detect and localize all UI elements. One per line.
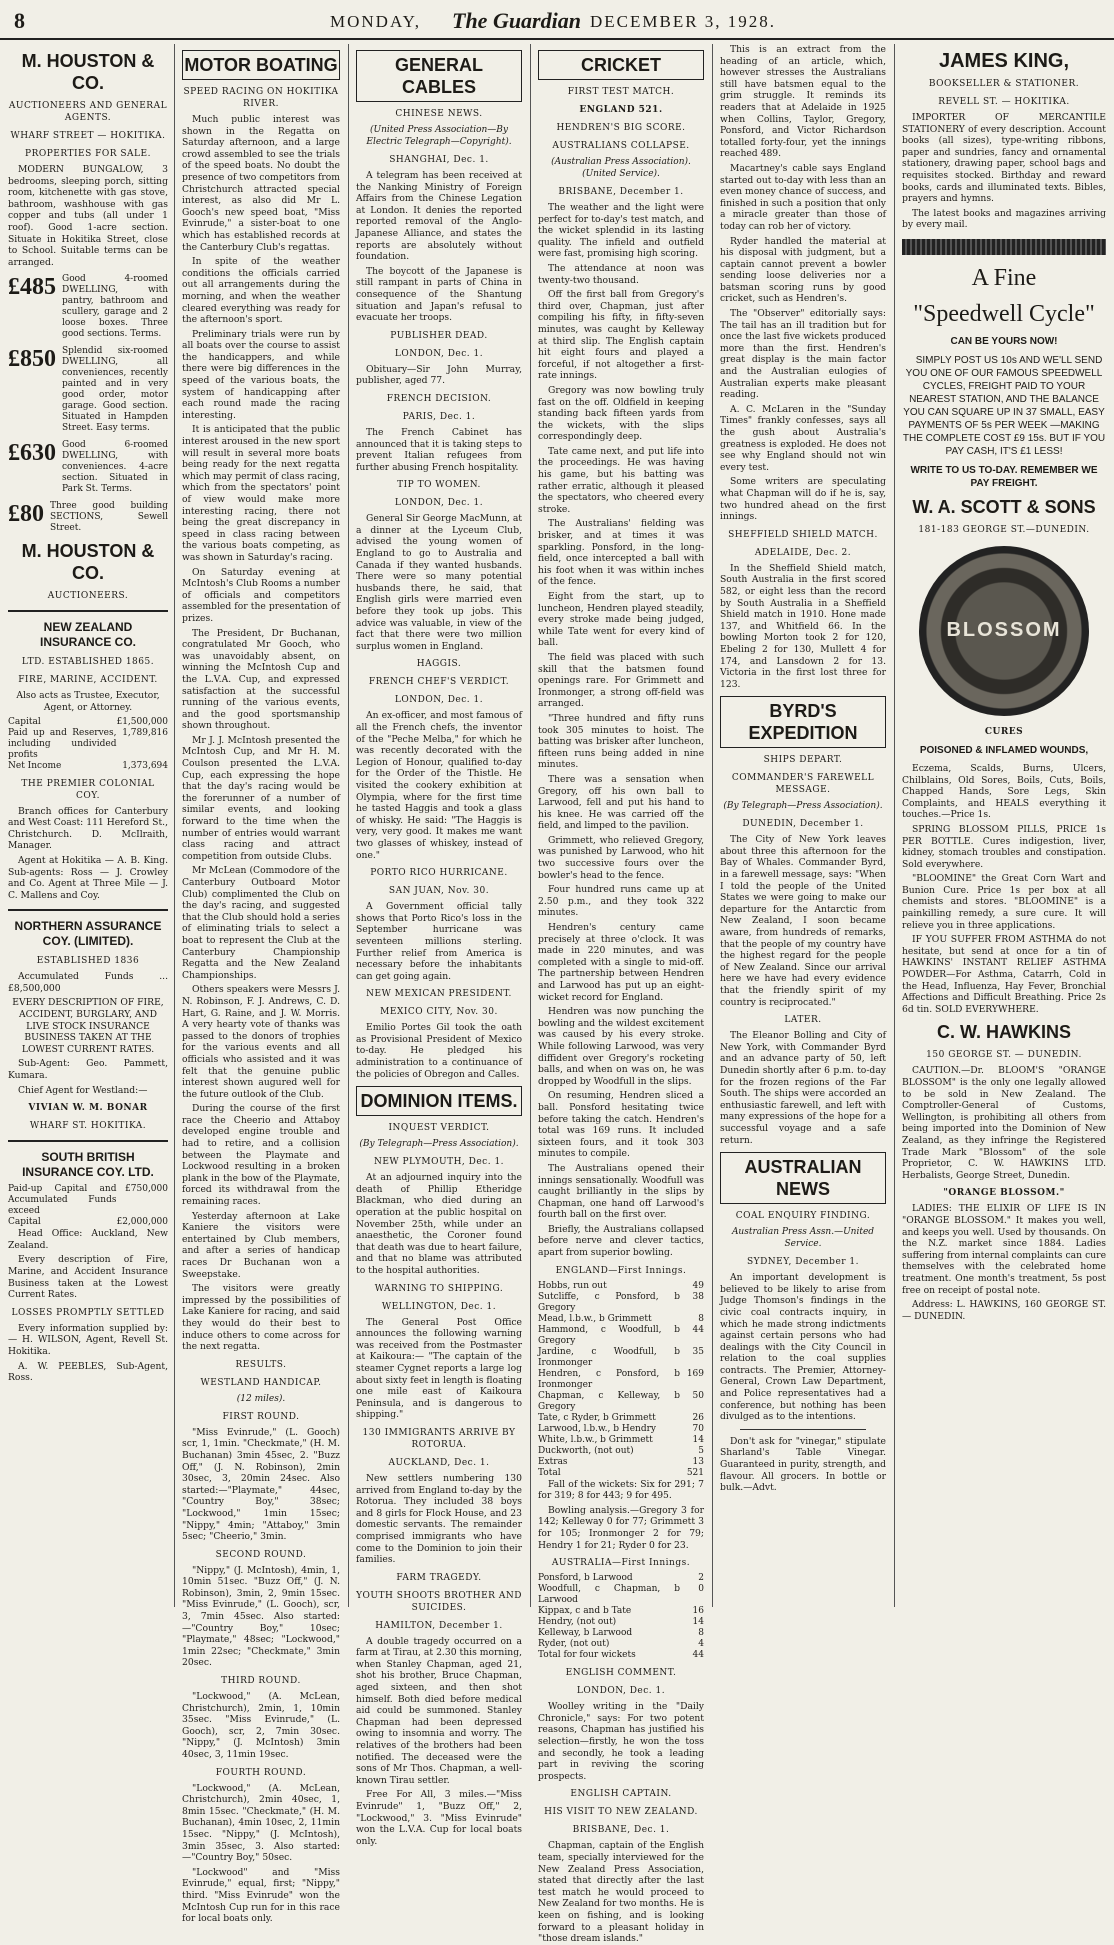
table-row: Mead, l.b.w., b Grimmett 8	[538, 1313, 704, 1324]
speedwell-heading: "Speedwell Cycle"	[913, 300, 1095, 327]
england-scorecard	[538, 1281, 704, 1479]
premier-colonial: THE PREMIER COLONIAL COY.	[21, 778, 155, 801]
round-close: "Lockwood" and "Miss Evinrude," equal, first; "Nippy," third. "Miss Evinrude" won the McIntosh Cup run for in this race for local boats only.	[182, 1866, 340, 1925]
article-paragraph: The "Observer" editorially says: The tail has an ill tradition but for once the last five wickets produced more than the first. Hendren's great display is the main factor and the Australian eulogies of Australian experts make pleasant reading.	[720, 308, 886, 401]
hawkins-address: 150 GEORGE ST. — DUNEDIN.	[926, 1050, 1082, 1061]
table-row: Capital £2,000,000	[8, 1217, 168, 1228]
dateline: ADELAIDE, Dec. 2.	[754, 547, 852, 558]
james-king-heading: JAMES KING,	[938, 50, 1070, 72]
article-paragraph: Ryder handled the material at his disposal with judgment, but a captain cannot prevent a bowler sending loose deliveries nor a batsman scoring runs by good cricket, such as Hendren's.	[720, 235, 886, 305]
article-paragraph: Preliminary trials were run by all boats over the course to assist the handicappers, and while there were big differences in the speed of the various boats, the system of handicapping after each round made the racing interesting.	[182, 328, 340, 421]
dateline: SHANGHAI, Dec. 1.	[389, 155, 489, 165]
table-row: Larwood, l.b.w., b Hendry 70	[538, 1423, 704, 1434]
credit-line: Australian Press Assn.—United Service.	[731, 1227, 875, 1250]
section-subheading: YOUTH SHOOTS BROTHER AND SUICIDES.	[356, 1590, 522, 1613]
properties-heading: PROPERTIES FOR SALE.	[25, 149, 151, 159]
dateline: LONDON, Dec. 1.	[394, 498, 484, 509]
property-ad	[8, 346, 168, 434]
dateline: NEW PLYMOUTH, Dec. 1.	[373, 1157, 505, 1168]
nz-insurance-text: Also acts as Trustee, Executor, Agent, or Attorney.	[16, 690, 160, 713]
hawkins-address-2: Address: L. HAWKINS, 160 GEORGE ST. — DUNEDIN.	[902, 1299, 1106, 1322]
article-paragraph: Gregory was now bowling truly fast on the off. Oldfield in keeping standing back fifteen yards from the wickets, with the slips correspondingly deep.	[538, 384, 704, 443]
masthead-date: DECEMBER 3, 1928.	[590, 12, 777, 31]
article-paragraph: A telegram has been received at the Nanking Ministry of Foreign Affairs from the Chinese Legation at London. It denies the reported reported removal of the Anglo-Japanese Alliance, and states the reports are absolutely without foundation.	[356, 170, 522, 263]
round-heading: FIRST ROUND.	[222, 1411, 300, 1422]
dateline: WELLINGTON, Dec. 1.	[381, 1301, 497, 1312]
section-subheading: FRENCH CHEF'S VERDICT.	[368, 677, 510, 688]
divider	[8, 610, 168, 612]
article-paragraph: Grimmett, who relieved Gregory, was punished by Larwood, who hit two successive fours over the bowler's head to the fence.	[538, 834, 704, 881]
scott-address: 181-183 GEORGE ST.—DUNEDIN.	[918, 524, 1090, 535]
divider	[8, 1140, 168, 1142]
houston-sub: AUCTIONEERS AND GENERAL AGENTS.	[8, 101, 168, 123]
south-british-heading: SOUTH BRITISH INSURANCE COY. LTD.	[22, 1150, 154, 1180]
dateline: LONDON, Dec. 1.	[394, 695, 484, 706]
section-heading: CHINESE NEWS.	[395, 109, 483, 119]
section-heading: PORTO RICO HURRICANE.	[370, 868, 508, 879]
table-row: Net Income 1,373,694	[8, 760, 168, 771]
article-paragraph: The visitors were greatly impressed by the possibilities of Lake Kaniere for racing, and said they would do their best to induce others to come across for the next regatta.	[182, 1283, 340, 1353]
section-heading: SHEFFIELD SHIELD MATCH.	[728, 529, 878, 540]
south-british-text: Every description of Fire, Marine, and Accident Insurance Business taken at the Lowest Current Rates.	[8, 1254, 168, 1301]
table-row: Total for four wickets 44	[538, 1650, 704, 1661]
northern-funds: Accumulated Funds ... £8,500,000	[8, 971, 168, 994]
table-row: Jardine, c Woodfull, b Ironmonger 35	[538, 1346, 704, 1368]
bloomine-text: "BLOOMINE" the Great Corn Wart and Bunion Cure. Price 1s per box at all chemists and stores. "BLOOMINE" is a painkilling remedy, a sure cure. It will relieve you in three applications.	[902, 873, 1106, 931]
houston-heading: M. HOUSTON & CO.	[21, 51, 155, 93]
cures-heading: CURES	[984, 726, 1024, 737]
dateline: HAMILTON, December 1.	[375, 1620, 503, 1631]
article-paragraph: On Saturday evening at McIntosh's Club Rooms a number of officials and competitors assembled for the presentation of prizes.	[182, 566, 340, 624]
section-heading: WARNING TO SHIPPING.	[374, 1283, 504, 1294]
article-paragraph: Hendren's century came precisely at three o'clock. It was made in 220 minutes, and was completed with a single to mid-off. The partnership between Hendren and Larwood has put up an eight-wicket record for England.	[538, 922, 704, 1003]
james-king-text: IMPORTER OF MERCANTILE STATIONERY of every description. Account books (all sizes), type-writing ribbons, paper and sundries, fancy and ornamental stationery, drawing paper, school bags and requisites stocked. Birthday and reward books, cards and illuminated texts. Bibles, prayers and hymns.	[902, 112, 1106, 205]
divider	[740, 1429, 866, 1430]
speedwell-tagline: CAN BE YOURS NOW!	[950, 335, 1058, 347]
article-paragraph: Briefly, the Australians collapsed before nerve and clever tactics, apart from superior bowling.	[538, 1223, 704, 1259]
article-paragraph: At an adjourned inquiry into the death of Phillip Etheridge Blackman, who died during an operation at the public hospital on November 25th, while under an anaesthetic, the Coroner found that death was due to heart failure, and that no blame was attributed to the hospital authorities.	[356, 1172, 522, 1276]
dateline: PARIS, Dec. 1.	[402, 411, 476, 422]
column-rule	[348, 44, 349, 1607]
race-sub: (12 miles).	[236, 1393, 286, 1404]
round-heading: FOURTH ROUND.	[215, 1767, 307, 1778]
byrd-expedition-heading: BYRD'S EXPEDITION	[720, 696, 886, 748]
bonar-name: VIVIAN W. M. BONAR	[28, 1103, 148, 1114]
article-paragraph: The City of New York leaves about three this afternoon for the Bay of Whales. Commander Byrd, in a farewell message, says: "When I told the people of the United States we were going to make our departure for the Antarctic from New Zealand, I soon became aware, from hundreds of remarks, that the people of my country have the highest regard for the people of New Zealand. Since our arrival here we have had every evidence that the friendly spirit of my country is reciprocated."	[720, 834, 886, 1008]
nz-insurance-agents: Agent at Hokitika — A. B. King. Sub-agents: Ross — J. Crowley and Co. Agent at Three Mile — J. C. Mallens and Coy.	[8, 854, 168, 901]
article-paragraph: The Eleanor Bolling and City of New York, with Commander Byrd and an advance party of 50, left Dunedin shortly after 6 p.m. to-day for the frozen regions of the Far South. The ships were accorded an enthusiastic farewell, and left with many expressions of the hope for a successful voyage and a safe return.	[720, 1030, 886, 1146]
section-heading: SHIPS DEPART.	[763, 755, 843, 766]
table-row: Extras 13	[538, 1456, 704, 1467]
article-paragraph: Woolley writing in the "Daily Chronicle," says: For two potent reasons, Chapman has justified his selection—firstly, he won the toss and secondly, he took a leading part in reviving the scoring prospects.	[538, 1701, 704, 1782]
table-row: Hammond, c Woodfull, b Gregory 44	[538, 1324, 704, 1346]
round-result: "Lockwood," (A. McLean, Christchurch), 2min 40sec, 1, 8min 15sec. "Checkmate," (H. M. Buchanan), 4min 10sec, 2, 11min 15sec. "Nippy," (J. McIntosh), 3min 35sec, 3. Also started:—"Country Boy," 50sec.	[182, 1782, 340, 1864]
dateline: LONDON, Dec. 1.	[394, 348, 484, 359]
page-number: 8	[14, 8, 25, 33]
column-1-ads	[8, 44, 168, 1609]
column-rule	[530, 44, 531, 1607]
scorecard-heading: ENGLAND—First Innings.	[555, 1265, 687, 1276]
article-paragraph: The Australians opened their innings sensationally. Woodfull was caught brilliantly in the slips by Chapman, one hand off Larwood's fourth ball on the first over.	[538, 1162, 704, 1221]
motor-boating-heading: MOTOR BOATING	[182, 50, 340, 80]
article-paragraph: Off the first ball from Gregory's third over, Chapman, just after compiling his fifty, in fifty-seven minutes, was caught by Kelleway at third slip. The English captain hit eight fours and played a forceful, if not altogether a first-rate innings.	[538, 289, 704, 382]
article-paragraph: An ex-officer, and most famous of all the French chefs, the inventor of the "Peche Melba," for which he was recently decorated with the Legion of Honour, qualified to-day for the Order of the Thistle. He visited the cookery exhibition at Olympia, where for the first time he tasted Haggis and took a glass of whisky. He said: "The Haggis is very, very good. It makes me want two glasses of whiskey, instead of one."	[356, 710, 522, 861]
round-heading: THIRD ROUND.	[221, 1676, 301, 1687]
table-row: Paid-up Capital and Accumulated Funds exceed £750,000	[8, 1184, 168, 1217]
article-paragraph: During the course of the first race the Cheerio and Attaboy developed engine trouble and had to retire, and a collision between the Playmate and Lockwood resulting in a broken plank in the bow of the Playmate, forced its withdrawal from the remaining races.	[182, 1103, 340, 1208]
section-heading: 130 IMMIGRANTS ARRIVE BY ROTORUA.	[362, 1427, 516, 1450]
section-heading: ENGLISH CAPTAIN.	[570, 1789, 672, 1800]
article-paragraph: The field was placed with such skill that the batsmen found openings rare. For Grimmett and Ironmonger, a strong off-field was arranged.	[538, 651, 704, 710]
vinegar-advert: Don't ask for "vinegar," stipulate Sharland's Table Vinegar. Guaranteed in purity, strength, and flavour. All grocers. In bottle or bulk.—Advt.	[720, 1435, 886, 1494]
australia-scorecard	[538, 1573, 704, 1661]
james-king-latest: The latest books and magazines arriving by every mail.	[902, 207, 1106, 231]
caution-text: CAUTION.—Dr. BLOOM'S "ORANGE BLOSSOM" is the only one legally allowed to be sold in New Zealand. The Comptroller-General of Customs, Wellington, is prohibiting all others from being imported into the Dominion of New Zealand, as they infringe the Registered Trade Mark "Blossom" of the sole Proprietor, C. W. HAWKINS LTD. Herbalists, George Street, Dunedin.	[902, 1065, 1106, 1181]
houston-street: WHARF STREET — HOKITIKA.	[10, 131, 166, 141]
cricket-heading: CRICKET	[538, 50, 704, 80]
article-paragraph: Macartney's cable says England started out to-day with less than an even money chance of success, and finished in such a position that only a miracle greater than those of today can rob her of victory.	[720, 162, 886, 232]
article-paragraph: The weather and the light were perfect for to-day's test match, and the wicket splendid in its lasting quality. The infield and outfield were fast, promising high scoring.	[538, 202, 704, 260]
northern-text: EVERY DESCRIPTION OF FIRE, ACCIDENT, BURGLARY, AND LIVE STOCK INSURANCE BUSINESS TAKEN AT THE LOWEST CURRENT RATES.	[12, 997, 164, 1055]
column-6-ads	[902, 44, 1106, 1609]
article-paragraph: Free For All, 3 miles.—"Miss Evinrude" 1, "Buzz Off," 2, "Lockwood," 3. "Miss Evinrude" won the L.V.A. Cup for local boats only.	[356, 1789, 522, 1847]
property-price: £630	[8, 440, 56, 467]
section-subheading: COMMANDER'S FAREWELL MESSAGE.	[731, 773, 875, 796]
article-paragraph: Chapman, captain of the English team, specially interviewed for the New Zealand Press Association, stated that directly after the last test match he would proceed to New Zealand for two months. He is keen on fishing, and is looking forward to a pleasant holiday in "those dream islands."	[538, 1840, 704, 1945]
column-rule	[174, 44, 175, 1607]
credit-line: (By Telegraph—Press Association).	[359, 1139, 519, 1150]
property-text: Three good building SECTIONS, Sewell Street.	[50, 501, 168, 534]
table-row: Hendren, c Ponsford, b Ironmonger 169	[538, 1368, 704, 1390]
article-paragraph: The attendance at noon was twenty-two thousand.	[538, 262, 704, 286]
nz-insurance-figures	[8, 717, 168, 772]
property-text: Splendid six-roomed DWELLING, all conveniences, recently painted and in very good order, motor garage. Good section. Situated in Hampden Street. Easy terms.	[62, 346, 168, 434]
james-king-address: REVELL ST. — HOKITIKA.	[938, 97, 1070, 107]
section-heading: FRENCH DECISION.	[386, 393, 492, 404]
motor-boating-subtitle: SPEED RACING ON HOKITIKA RIVER.	[183, 87, 339, 109]
section-subheading: ENGLAND 521.	[579, 105, 663, 115]
race-heading: WESTLAND HANDICAP.	[200, 1377, 322, 1388]
article-paragraph: A Government official tally shows that Porto Rico's loss in the September hurricane was seventeen millions sterling. Further relief from America is necessary before the inhabitants can get going again.	[356, 901, 522, 982]
table-row: Total 521	[538, 1467, 704, 1478]
column-5-news	[720, 44, 886, 1609]
nz-insurance-kind: FIRE, MARINE, ACCIDENT.	[18, 675, 158, 686]
dateline: BRISBANE, Dec. 1.	[572, 1825, 670, 1836]
article-paragraph: Four hundred runs came up at 2.50 p.m., and they took 322 minutes.	[538, 884, 704, 919]
column-rule	[894, 44, 895, 1607]
article-paragraph: In the Sheffield Shield match, South Australia in the first scored 582, or eight less than the record by South Australia in a Sheffield Shield match in 1910. Hone made 137, and Whitfield 66. In the bowling Morton took 2 for 120, Ebeling 2 for 130, Mullett 4 for 174, and Lansdown 2 for 13. Victoria in the first lost three for 123.	[720, 562, 886, 690]
credit-line: (Australian Press Association). (United Service).	[551, 157, 691, 179]
article-paragraph: Some writers are speculating what Chapman will do if he is, say, two hundred ahead on the first innings.	[720, 476, 886, 523]
article-paragraph: The French Cabinet has announced that it is taking steps to prevent Italian refugees from further abusing French hospitality.	[356, 426, 522, 473]
round-heading: SECOND ROUND.	[215, 1549, 307, 1560]
table-row: Tate, c Ryder, b Grimmett 26	[538, 1412, 704, 1423]
dateline: SYDNEY, December 1.	[746, 1257, 860, 1268]
blossom-seal	[919, 546, 1089, 716]
article-paragraph: The boycott of the Japanese is still rampant in parts of China in consequence of the Shantung situation and Japan's refusal to evacuate her troops.	[356, 265, 522, 324]
column-2-motor-boating	[182, 44, 340, 1925]
blossom-seal-text: BLOSSOM	[946, 619, 1062, 642]
table-row: Sutcliffe, c Ponsford, b Gregory 38	[538, 1291, 704, 1313]
speedwell-text: SIMPLY POST US 10s AND WE'LL SEND YOU ONE OF OUR FAMOUS SPEEDWELL CYCLES, FREIGHT PAID TO YOUR NEAREST STATION, AND THE BALANCE YOU CAN SQUARE UP IN 37 SMALL, EASY PAYMENTS OF 5s PER WEEK —MAKING THE COMPLETE COST £9 15s. BUT IF YOU PAY CASH, IT'S £1 LESS!	[902, 354, 1106, 457]
ladies-text: LADIES: THE ELIXIR OF LIFE IS IN "ORANGE BLOSSOM." It makes you well, and keeps you well. Used by thousands. On the N.Z. market since 1884. Ladies suffering from internal complaints can cure themselves with the celebrated home treatment. One month's treatment, 5s post free on receipt of postal note.	[902, 1203, 1106, 1296]
dateline: SAN JUAN, Nov. 30.	[388, 886, 490, 897]
divider	[8, 909, 168, 911]
table-row: White, l.b.w., b Grimmett 14	[538, 1434, 704, 1445]
property-ad	[8, 274, 168, 340]
bonar-address: WHARF ST. HOKITIKA.	[29, 1121, 147, 1132]
table-row: Kelleway, b Larwood 8	[538, 1628, 704, 1639]
section-heading: NEW MEXICAN PRESIDENT.	[366, 989, 512, 1000]
article-paragraph: An important development is believed to be likely to arise from Judge Thomson's findings in the civic coal contracts inquiry, in which he made strong indictments against certain persons who had dealings with the City Council in relation to the coal supplies contracts. The Premier, Attorney-General, Crown Law Department, and Police representatives had a conference, but nothing has been divulged as to the intentions.	[720, 1272, 886, 1423]
section-subheading: HIS VISIT TO NEW ZEALAND.	[544, 1807, 698, 1818]
northern-chief: Chief Agent for Westland:—	[18, 1084, 148, 1096]
south-british-subagent: A. W. PEEBLES, Sub-Agent, Ross.	[8, 1360, 168, 1384]
article-paragraph: Yesterday afternoon at Lake Kaniere the visitors were entertained by Club members, and after a series of handicap races Dr Buchanan won a Sweepstake.	[182, 1210, 340, 1280]
general-cables-heading: GENERAL CABLES	[356, 50, 522, 102]
article-paragraph: The General Post Office announces the following warning was received from the Postmaster at Kaikoura:— "The captain of the steamer Cygnet reports a large log about sixty feet in length is floating one mile east of Kaikoura Peninsula, and is dangerous to shipping."	[356, 1316, 522, 1421]
results-heading: RESULTS.	[235, 1359, 287, 1370]
hawkins-heading: C. W. HAWKINS	[937, 1022, 1071, 1043]
article-paragraph: The Australians' fielding was brisker, and at times it was sparkling. Ponsford, in the long-field, once intercepted a ball with his foot when it was within inches of the fence.	[538, 518, 704, 588]
article-paragraph: Emilio Portes Gil took the oath as Provisional President of Mexico to-day. He pledged his administration to a continuance of the policies of Obregon and Calles.	[356, 1022, 522, 1080]
article-paragraph: There was a sensation when Gregory, off his own ball to Larwood, fell and put his hand to his knee. He was carried off the field, and limped to the pavilion.	[538, 773, 704, 832]
table-row: Hobbs, run out 49	[538, 1280, 704, 1291]
table-row: Hendry, (not out) 14	[538, 1617, 704, 1628]
south-british-figures	[8, 1184, 168, 1228]
article-paragraph: Obituary—Sir John Murray, publisher, aged 77.	[356, 363, 522, 387]
james-king-sub: BOOKSELLER & STATIONER.	[928, 79, 1080, 89]
article-paragraph: A. C. McLaren in the "Sunday Times" frankly confesses, says all the gush about Australia's greatness is exploded. He does not see why England should not win every test.	[720, 403, 886, 473]
dateline: LONDON, Dec. 1.	[576, 1686, 666, 1697]
section-heading: TIP TO WOMEN.	[397, 480, 481, 491]
table-row: Paid up and Reserves, including undivided profits 1,789,816	[8, 727, 168, 760]
cures-sub: POISONED & INFLAMED WOUNDS,	[919, 744, 1089, 756]
article-paragraph: On resuming, Hendren sliced a ball. Ponsford hesitating twice before taking the catch. Hendren's total was 169 runs. It included sixteen fours, and it took 303 minutes to compile.	[538, 1090, 704, 1160]
fine-heading: A Fine	[971, 264, 1037, 291]
south-british-office: Head Office: Auckland, New Zealand.	[8, 1228, 168, 1251]
article-paragraph: This is an extract from the heading of an article, which, however stresses the Australians still have batsmen equal to the grim struggle. It reminds its readers that at Adelaide in 1925 when Collins, Taylor, Gregory, Ponsford, and Victor Richardson totalled forty-four, yet the innings reached 489.	[720, 44, 886, 160]
section-heading: INQUEST VERDICT.	[388, 1123, 490, 1134]
property-price: £850	[8, 346, 56, 373]
article-paragraph: A double tragedy occurred on a farm at Tirau, at 2.30 this morning, when Stanley Chapman, aged 21, shot his brother, Bruce Chapman, aged sixteen, and then shot himself. Both died before medical aid could be summoned. Stanley Chapman had been depressed owing to insomnia and worry. The relatives of the brothers had been notified. The deceased were the sons of Mr Thos. Chapman, a well-known Tirau settler.	[356, 1635, 522, 1786]
decorative-band	[902, 239, 1106, 255]
asthma-text: IF YOU SUFFER FROM ASTHMA do not hesitate, but send at once for a tin of HAWKINS' INSTANT RELIEF ASTHMA POWDER—For Asthma, Catarrh, Cold in the Head, Influenza, Hay Fever, Bronchial Affections and Difficult Breathing. Price 2s 6d tin. SOLD EVERYWHERE.	[902, 934, 1106, 1015]
article-paragraph: New settlers numbering 130 arrived from England to-day by the Rotorua. They included 38 boys and 8 girls for Flock House, and 23 domestic servants. The remainder comprised immigrants who have come to the Dominion to join their families.	[356, 1472, 522, 1566]
table-row: Duckworth, (not out) 5	[538, 1445, 704, 1456]
table-row: Ryder, (not out) 4	[538, 1639, 704, 1650]
article-paragraph: Mr McLean (Commodore of the Canterbury Outboard Motor Club) complimented the Club on the day's racing, and suggested that the Club should hold a series of eliminating trials to select a boat to represent the Club at the Canterbury Championship Regatta and the New Zealand Championships.	[182, 865, 340, 981]
section-subheading: HENDREN'S BIG SCORE.	[556, 123, 686, 133]
article-paragraph: Mr J. J. McIntosh presented the McIntosh Cup, and Mr H. M. Coulson presented the L.V.A. Cup, each expressing the hope that the day's racing would be the forerunner of a number of similar events, and looking forward to the time when the number of entries would warrant class racing and attract competition from outside Clubs.	[182, 734, 340, 862]
dateline: MEXICO CITY, Nov. 30.	[380, 1007, 498, 1018]
article-paragraph: The President, Dr Buchanan, congratulated Mr Gooch, who was unavoidably absent, on winning the McIntosh Cup and the L.V.A. Cup, and expressed satisfaction at the successful running of the various events, and the good sportsmanship shown throughout.	[182, 627, 340, 732]
property-ad	[8, 440, 168, 495]
property-price: £485	[8, 274, 56, 301]
column-4-cricket	[538, 44, 705, 1945]
round-result: "Lockwood," (A. McLean, Christchurch), 2min, 1, 10min 35sec. "Miss Evinrude," (L. Gooch), scr, 2, 7min 30sec. "Nippy," (J. McIntosh) 3min 40sec, 3, 11min 19sec.	[182, 1691, 340, 1760]
article-paragraph: Hendren was now punching the bowling and the wildest excitement was caused by his every stroke. While following Larwood, was very diffident over Gregory's rocketing balls, and when on was on, he was dropped by Woodfull in the slips.	[538, 1006, 705, 1087]
round-result: "Nippy," (J. McIntosh), 4min, 1, 10min 51sec. "Buzz Off," (J. N. Robinson), 3min, 2, 9min 15sec. "Miss Evinrude," (L. Gooch), scr, 3, 7min 45sec. Also started:—"Country Boy," 10sec; "Playmate," 48sec; "Lockwood," 1min 22sec; "Checkmate," 3min 20sec.	[182, 1564, 340, 1669]
scorecard-heading: AUSTRALIA—First Innings.	[551, 1558, 691, 1569]
property-price: £80	[8, 501, 44, 528]
cures-text: Eczema, Scalds, Burns, Ulcers, Chilblains, Old Sores, Boils, Cuts, Boils, Chapped Hands, Sore Legs, Skin Complaints, and HEALS everything it touches.—Price 1s.	[902, 762, 1106, 821]
dateline: BRISBANE, December 1.	[558, 187, 684, 197]
scott-heading: W. A. SCOTT & SONS	[912, 496, 1096, 517]
pills-text: SPRING BLOSSOM PILLS, PRICE 1s PER BOTTLE. Cures indigestion, liver, kidney, stomach troubles and constipation. Sold everywhere.	[902, 823, 1106, 870]
article-paragraph: Others speakers were Messrs J. N. Robinson, F. J. Andrews, C. D. Hart, G. Raine, and J. W. Morris. A very hearty vote of thanks was passed to the donors of trophies for the various events and all officials who assisted and it was felt that the genuine public interest shown augured well for the future outlook of the Club.	[182, 984, 340, 1100]
article-paragraph: It is anticipated that the public interest aroused in the new sport will result in several more boats being ready for the next regatta which may permit of class racing, which from the spectators' point of view would make more interesting racing, there not being the great discrepancy in speed in class racing between the various boats competing, as was shown in Saturday's racing.	[182, 424, 340, 563]
column-3-general-cables	[356, 44, 522, 1847]
nz-insurance-branch: Branch offices for Canterbury and West Coast: 111 Hereford St., Christchurch. D. McIlraith, Manager.	[8, 805, 168, 852]
northern-est: ESTABLISHED 1836	[36, 956, 140, 967]
northern-assurance-heading: NORTHERN ASSURANCE COY. (LIMITED).	[14, 919, 162, 949]
speedwell-write: WRITE TO US TO-DAY. REMEMBER WE PAY FREIGHT.	[910, 464, 1098, 489]
section-heading: FARM TRAGEDY.	[396, 1572, 482, 1583]
section-heading: PUBLISHER DEAD.	[390, 330, 488, 341]
article-paragraph: "Three hundred and fifty runs took 305 minutes to hoist. The batting was brisker after luncheon, fifteen runs being added in nine minutes.	[538, 712, 704, 771]
masthead	[0, 0, 1114, 40]
dateline: DUNEDIN, December 1.	[742, 819, 864, 830]
property-ad: MODERN BUNGALOW, 3 bedrooms, sleeping porch, sitting room, kitchenette with gas stove, bathroom, washhouse with gas copper and tubs (all under 1 roof). Good 1-acre section. Situate in Hokitika Street, close to School. Suitable terms can be arranged.	[8, 164, 168, 268]
orange-blossom-heading: "ORANGE BLOSSOM."	[943, 1188, 1065, 1199]
credit-line: (By Telegraph—Press Association).	[723, 801, 883, 812]
round-result: "Miss Evinrude," (L. Gooch) scr, 1, 1min. "Checkmate," (H. M. Buchanan) 3min 45sec, 2. "Buzz Off," (J. N. Robinson), 2min 30sec, 3, 20min 24sec. Also started:—"Playmate," 44sec, "Country Boy," 38sec; "Lockwood," 1min 15sec; "Nippy," 4min; "Attaboy," 3min 5sec; "Cheerio," 3min.	[182, 1426, 340, 1543]
property-text: Good 6-roomed DWELLING, with conveniences. 4-acre section. Situated in Park St. Terms.	[62, 440, 168, 495]
table-row: Capital £1,500,000	[8, 716, 168, 727]
table-row: Ponsford, b Larwood 2	[538, 1573, 704, 1584]
section-heading: FIRST TEST MATCH.	[567, 87, 675, 97]
article-paragraph: Tate came next, and put life into the proceedings. He was having his game, but his batting was rather erratic, although it pleased the spectators, who cheered every stroke.	[538, 445, 704, 515]
fall-of-wickets: Fall of the wickets: Six for 291; 7 for 319; 8 for 443; 9 for 495.	[538, 1478, 704, 1502]
northern-subagent: Sub-Agent: Geo. Pammett, Kumara.	[8, 1058, 168, 1082]
nz-insurance-est: LTD. ESTABLISHED 1865.	[21, 657, 155, 668]
bowling-analysis: Bowling analysis.—Gregory 3 for 142; Kelleway 0 for 77; Grimmett 3 for 105; Ironmonger 2 for 79; Hendry 1 for 21; Ryder 0 for 23.	[538, 1504, 704, 1551]
property-text: Good 4-roomed DWELLING, with pantry, bathroom and scullery, garage and 2 loose boxes. Three good sections. Terms.	[62, 274, 168, 340]
article-paragraph: Eight from the start, up to luncheon, Hendren played steadily, every stroke made being judged, while Tate went for every kind of ball.	[538, 591, 704, 649]
column-rule	[712, 44, 713, 1607]
article-paragraph: Much public interest was shown in the Regatta on Saturday afternoon, and a large crowd assembled to see the trials of the speed boats. No doubt the presence of two competitors from Christchurch attracted special interest, as also did Mr L. Gooch's new speed boat, "Miss Evinrude," a sister-boat to one which has established records at the Canterbury Club's regattas.	[182, 114, 340, 253]
dominion-items-heading: DOMINION ITEMS.	[356, 1086, 522, 1116]
article-paragraph: General Sir George MacMunn, at a dinner at the Lyceum Club, advised the young women of England to go to Australia and Canada if they wanted husbands. There were so many potential husbands there, he said, that English girls were married even before they took up jobs. This advice was valuable, in view of the fact that there were two million surplus women in England.	[356, 513, 522, 652]
section-subheading: AUSTRALIANS COLLAPSE.	[552, 141, 690, 151]
houston-sub-2: AUCTIONEERS.	[47, 591, 129, 602]
dateline: AUCKLAND, Dec. 1.	[388, 1457, 490, 1468]
nz-insurance-heading: NEW ZEALAND INSURANCE CO.	[39, 620, 136, 650]
section-heading: HAGGIS.	[416, 659, 462, 670]
article-paragraph: In spite of the weather conditions the officials carried out all arrangements during the morning, and when the weather cleared everything was ready for the afternoon's sport.	[182, 256, 340, 326]
dateline: LATER.	[784, 1015, 822, 1026]
table-row: Woodfull, c Chapman, b Larwood 0	[538, 1584, 704, 1606]
losses-settled: LOSSES PROMPTLY SETTLED	[11, 1307, 165, 1318]
table-row: Kippax, c and b Tate 16	[538, 1606, 704, 1617]
section-heading: ENGLISH COMMENT.	[565, 1668, 677, 1679]
section-heading: COAL ENQUIRY FINDING.	[735, 1211, 871, 1222]
masthead-title: The Guardian	[452, 8, 581, 33]
south-british-info: Every information supplied by:— H. WILSON, Agent, Revell St. Hokitika.	[8, 1322, 168, 1357]
property-ad	[8, 501, 168, 534]
australian-news-heading: AUSTRALIAN NEWS	[720, 1152, 886, 1204]
houston-heading-2: M. HOUSTON & CO.	[21, 541, 155, 584]
credit-line: (United Press Association—By Electric Telegraph—Copyright).	[366, 125, 512, 147]
table-row: Chapman, c Kelleway, b Gregory 50	[538, 1390, 704, 1412]
masthead-day: MONDAY,	[330, 12, 421, 31]
